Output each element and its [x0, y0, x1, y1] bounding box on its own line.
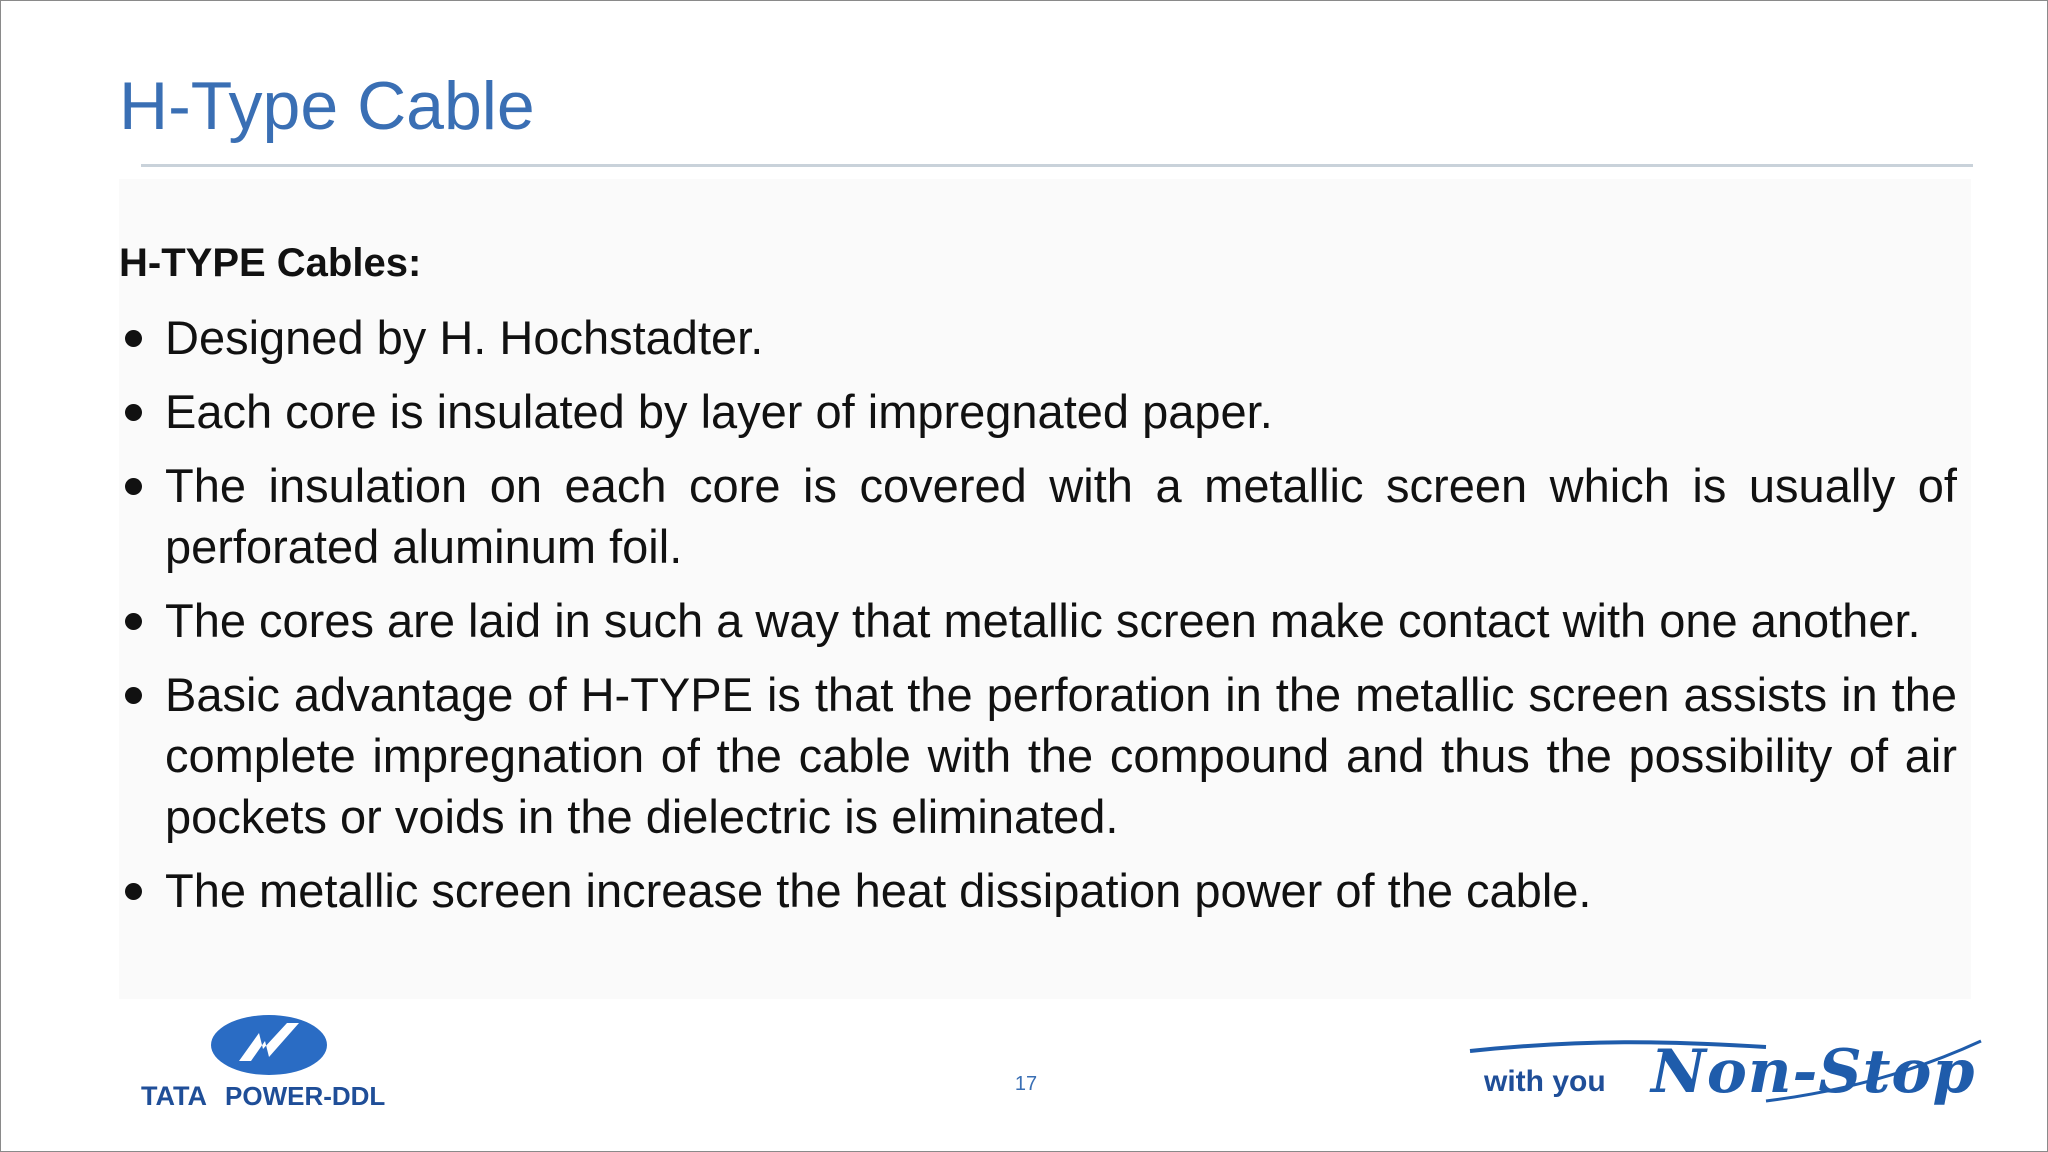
tata-power-logo [141, 1009, 401, 1119]
bullet-item [119, 664, 1957, 847]
bullet-dot-icon [125, 883, 142, 900]
bullet-dot-icon [125, 404, 142, 421]
logo-text-power-ddl: POWER-DDL [225, 1081, 386, 1111]
tagline-non-stop: Non-Stop [1651, 1037, 1976, 1107]
section-heading: H-TYPE Cables: [119, 241, 422, 285]
page-number: 17 [1014, 1073, 1038, 1095]
bullet-item [119, 455, 1957, 577]
tata-power-emblem-icon [211, 1015, 327, 1075]
bullet-item [119, 307, 1957, 368]
logo-text-tata: TATA [141, 1081, 207, 1111]
bullet-dot-icon [125, 687, 142, 704]
bullet-text: Basic advantage of H-TYPE is that the perforation in the metallic screen assists in the complete impregnation of the cable with the compound and thus the possibility of air pockets or voids in the dielectric is eliminated. [165, 668, 1957, 843]
bullet-text: The cores are laid in such a way that metallic screen make contact with one another. [165, 594, 1921, 647]
bullet-dot-icon [125, 478, 142, 495]
bullet-list [119, 307, 1957, 934]
title-divider [141, 164, 1973, 167]
bullet-item [119, 381, 1957, 442]
bullet-text: Designed by H. Hochstadter. [165, 311, 764, 364]
bullet-item [119, 860, 1957, 921]
bullet-item [119, 590, 1957, 651]
tagline-with-you: with you [1484, 1065, 1606, 1098]
bullet-dot-icon [125, 613, 142, 630]
tagline [1466, 1031, 1986, 1121]
slide-title: H-Type Cable [119, 68, 535, 144]
bullet-text: The insulation on each core is covered with a metallic screen which is usually of perforated aluminum foil. [165, 459, 1957, 573]
bullet-text: The metallic screen increase the heat dissipation power of the cable. [165, 864, 1592, 917]
bullet-dot-icon [125, 330, 142, 347]
bullet-text: Each core is insulated by layer of impregnated paper. [165, 385, 1273, 438]
